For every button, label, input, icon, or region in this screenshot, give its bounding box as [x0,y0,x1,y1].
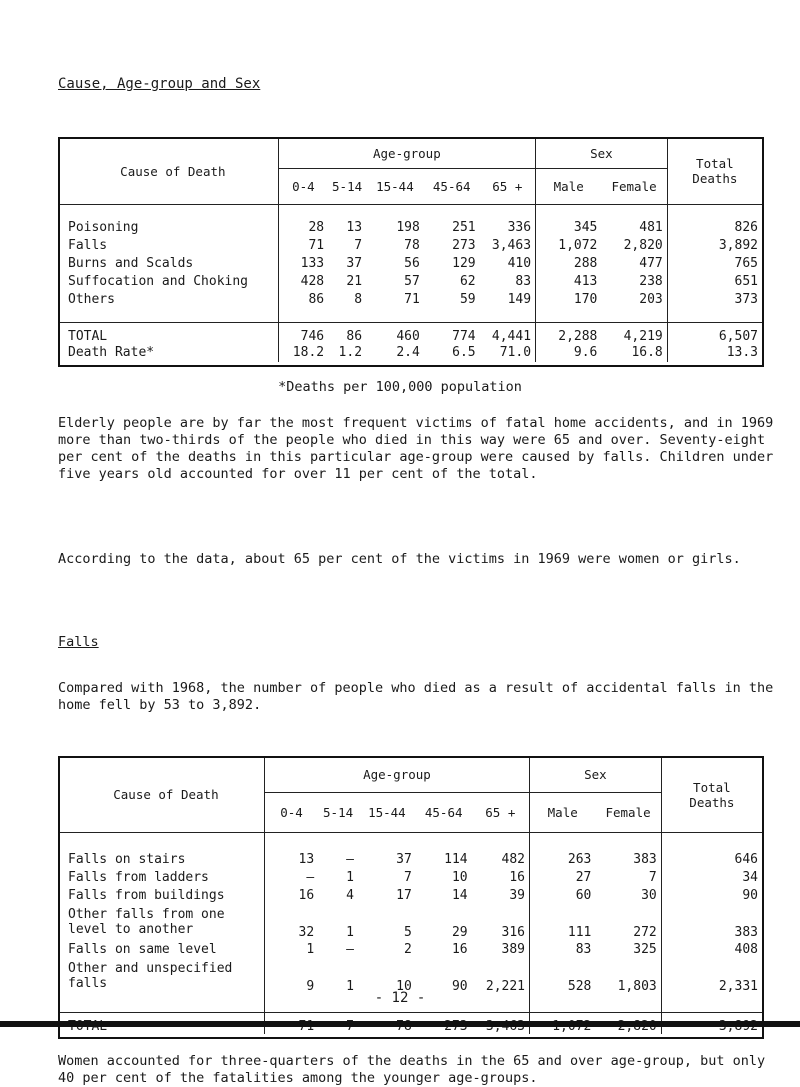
table-cell: 57 [404,273,420,289]
spacer-cell [328,308,366,322]
sex-header: Sex [530,757,662,792]
row-label: Death Rate* [68,345,155,360]
spacer-cell [667,204,763,218]
table-cell: 7 [354,237,363,253]
table-row [59,272,763,290]
spacer-cell [366,308,424,322]
table-cell: 9.6 [536,344,602,362]
table-row [59,236,763,254]
sex-col-female: Female [595,792,661,832]
spacer-row [59,308,763,322]
table-cell: 59 [459,291,476,307]
table-cell: 111 [530,904,596,940]
table-cell: 316 [501,925,526,940]
table-cell: 16 [451,941,468,957]
spacer-cell [595,832,661,850]
table-cell: 13.3 [667,344,763,362]
spacer-cell [366,204,424,218]
table-row [59,958,763,994]
table-cell: – [264,868,318,886]
table-cell: 5 [403,925,412,940]
table-cell: 16 [509,869,526,885]
table-cell: 16.8 [631,345,663,360]
spacer-cell [480,308,536,322]
table-cell: 373 [667,290,763,308]
table-cell: 83 [515,273,532,289]
age-col-5-14: 5-14 [328,168,366,204]
table-cell: 37 [396,851,412,867]
table-cell: 7 [648,869,657,885]
table-cell: 10 [451,869,468,885]
table-cell: 3,463 [491,237,532,253]
table-cell: 7 [403,869,412,885]
falls-heading: Falls [58,634,99,650]
table-cell: 14 [451,887,468,903]
spacer-cell [278,204,328,218]
table-cell: 90 [661,886,763,904]
table-cell: 2 [403,941,412,957]
bottom-rule [0,1021,800,1027]
spacer-row [59,362,763,366]
table-cell: 10 [396,979,412,994]
age-col-0-4: 0-4 [278,168,328,204]
table-cell: 86 [328,322,366,344]
table-cell: 71.0 [499,345,532,360]
table-cell: 30 [641,887,657,903]
table-cell: 129 [452,255,476,271]
table-cell: 37 [346,255,363,271]
table-cell: 29 [451,925,468,940]
row-label: Falls on same level [68,941,217,957]
table-cell: 345 [536,218,602,236]
row-label: Other falls from one level to another [68,907,225,937]
spacer-cell [59,832,264,850]
spacer-cell [536,308,602,322]
spacer-cell [480,204,536,218]
table-row [59,254,763,272]
cause-column-header: Cause of Death [59,757,264,832]
total-deaths-header: Total Deaths [661,757,763,832]
table-cell: 28 [278,218,328,236]
table-cell: 8 [354,291,363,307]
table-cell: 62 [459,273,476,289]
row-label: Others [68,291,115,307]
table-cell: 1 [264,940,318,958]
table-cell: 21 [346,273,363,289]
table-row [59,322,763,344]
table-cell: 336 [507,219,532,235]
row-label: Poisoning [68,219,139,235]
spacer-row [59,832,763,850]
table-cell: 83 [530,940,596,958]
spacer-cell [536,204,602,218]
spacer-cell [278,308,328,322]
paragraph-women-falls: Women accounted for three-quarters of the deaths in the 65 and over age-group, but only 40 per cent of the fatalities among the younger age-groups. [58,1053,766,1086]
table-cell: 149 [507,291,532,307]
table-cell: 238 [639,273,663,289]
table-cell: 389 [501,941,526,957]
row-label: Suffocation and Choking [68,273,249,289]
spacer-cell [59,204,278,218]
table-cell: 4,219 [601,322,667,344]
paragraph-falls: Compared with 1968, the number of people who died as a result of accidental falls in the home fell by 53 to 3,892. [58,680,774,713]
age-col-5-14: 5-14 [318,792,358,832]
table-row [59,904,763,940]
table-cell: 133 [278,254,328,272]
table-cell: 2,331 [661,958,763,994]
spacer-cell [318,832,358,850]
spacer-cell [59,308,278,322]
table-cell: 746 [278,322,328,344]
spacer-cell [264,832,318,850]
spacer-cell [358,832,416,850]
table-cell: 203 [639,291,663,307]
spacer-cell [601,204,667,218]
row-label: Falls from buildings [68,887,225,903]
table-cell: 383 [633,851,657,867]
table-cell: 6.5 [452,345,476,360]
table-cell: 13 [346,219,363,235]
row-label: TOTAL [59,322,278,344]
age-col-65-plus: 65 + [480,168,536,204]
table-cell: 2,288 [536,322,602,344]
row-label: Burns and Scalds [68,255,194,271]
row-label: Falls on stairs [68,851,186,867]
footnote: *Deaths per 100,000 population [278,379,522,395]
table-cell: 9 [264,958,318,994]
table-row [59,850,763,868]
table-cell: 251 [452,219,476,235]
age-col-15-44: 15-44 [358,792,416,832]
table-cell: 60 [530,886,596,904]
causes-table [58,137,764,367]
section-heading: Cause, Age-group and Sex [58,76,261,92]
table-cell: 13 [264,850,318,868]
table-cell: 408 [661,940,763,958]
table-cell: 272 [633,925,657,940]
table-cell: 288 [536,254,602,272]
spacer-cell [530,832,596,850]
total-deaths-header: Total Deaths [667,138,763,204]
spacer-cell [472,832,530,850]
age-col-0-4: 0-4 [264,792,318,832]
age-col-45-64: 45-64 [416,792,472,832]
table-row [59,868,763,886]
table-cell: – [346,941,354,957]
age-col-65-plus: 65 + [472,792,530,832]
table-row [59,344,763,362]
spacer-cell [328,204,366,218]
table-cell: 3,892 [667,236,763,254]
table-cell: 2,820 [623,237,663,253]
spacer-cell [661,832,763,850]
table-cell: 646 [661,850,763,868]
age-col-45-64: 45-64 [424,168,480,204]
sex-col-male: Male [530,792,596,832]
spacer-cell [667,308,763,322]
paragraph-elderly: Elderly people are by far the most frequent victims of fatal home accidents, and in 1969 more than two-thirds of the people who died in this way were 65 and over. Seventy-eight per cent of the deaths in this particular age-group were caused by falls. Children under five years old accounted for over 11 per cent of the total. [58,415,774,482]
table-cell: 198 [396,219,420,235]
table-cell: 90 [451,979,468,994]
table-cell: 651 [667,272,763,290]
table-cell: 410 [507,255,532,271]
table-row [59,218,763,236]
table-cell: 428 [278,272,328,290]
table-cell: 460 [366,322,424,344]
table-cell: 1.2 [338,345,363,360]
age-col-15-44: 15-44 [366,168,424,204]
table-cell: 2,221 [485,979,526,994]
table-cell: 1 [346,925,354,940]
table-cell: 6,507 [667,322,763,344]
table-cell: 765 [667,254,763,272]
spacer-cell [601,308,667,322]
page-number: - 12 - [374,990,426,1006]
spacer-row [59,204,763,218]
table-row [59,886,763,904]
table-cell: 2.4 [396,345,420,360]
table-cell: 18.2 [278,344,328,362]
table-cell: 114 [444,851,468,867]
table-cell: 71 [404,291,420,307]
table-cell: 71 [278,236,328,254]
table-cell: 27 [530,868,596,886]
sex-col-female: Female [601,168,667,204]
table-cell: 78 [404,237,420,253]
table-cell: 1 [346,979,354,994]
sex-header: Sex [536,138,668,168]
cause-column-header: Cause of Death [59,138,278,204]
table-cell: 4,441 [480,322,536,344]
table-cell: 1 [346,869,354,885]
age-group-header: Age-group [264,757,529,792]
table-cell: 263 [530,850,596,868]
table-cell: 34 [661,868,763,886]
table-cell: 1,803 [617,979,657,994]
table-cell: 17 [396,887,412,903]
table-cell: 32 [264,904,318,940]
table-cell: 56 [404,255,420,271]
table-cell: 482 [501,851,526,867]
age-group-header: Age-group [278,138,535,168]
table-cell: 86 [278,290,328,308]
spacer-cell [424,204,480,218]
table-cell: 1,072 [536,236,602,254]
table-cell: 528 [530,958,596,994]
table-cell: 273 [452,237,476,253]
row-label: Other and unspecified falls [68,961,233,991]
table-cell: 413 [536,272,602,290]
table-cell: 39 [509,887,526,903]
table-cell: 383 [661,904,763,940]
table-row [59,940,763,958]
table-cell: 774 [424,322,480,344]
spacer-cell [416,832,472,850]
table-cell: – [346,851,354,867]
row-label: Falls from ladders [68,869,209,885]
table-cell: 477 [639,255,663,271]
table-cell: 481 [639,219,663,235]
table-cell: 826 [667,218,763,236]
table-cell: 16 [264,886,318,904]
table-cell: 325 [633,941,657,957]
table-cell: 4 [346,887,354,903]
table-row [59,290,763,308]
table-cell: 170 [536,290,602,308]
spacer-row [59,1034,763,1038]
paragraph-women: According to the data, about 65 per cent of the victims in 1969 were women or girls. [58,551,741,567]
sex-col-male: Male [536,168,602,204]
spacer-cell [424,308,480,322]
row-label: Falls [68,237,108,253]
